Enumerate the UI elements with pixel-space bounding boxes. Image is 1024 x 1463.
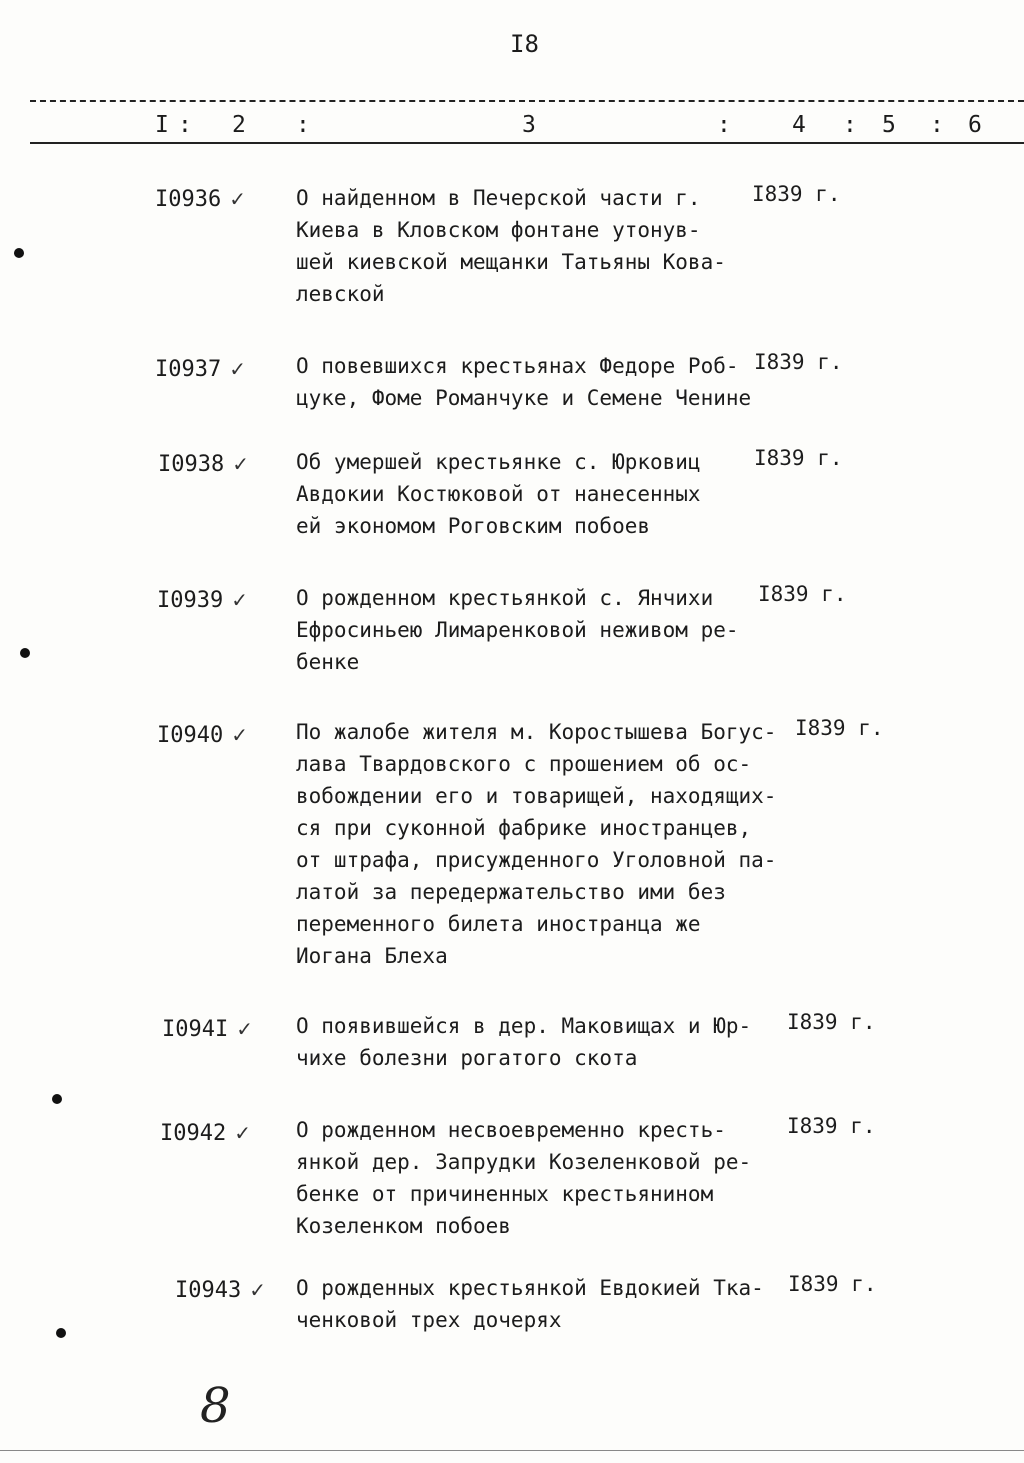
case-year: I839 г. [754, 350, 843, 374]
case-number [160, 1121, 251, 1146]
header-separator: : [178, 112, 192, 138]
check-mark-icon: ✓ [231, 723, 248, 747]
case-description [296, 1114, 766, 1242]
header-col-4: 4 [792, 112, 806, 138]
header-separator: : [930, 112, 944, 138]
case-year: I839 г. [788, 1272, 877, 1296]
page-number: I8 [510, 30, 539, 58]
case-number-text: I0942 [160, 1121, 227, 1146]
description-line: О рожденном несвоевременно кресть- [296, 1118, 726, 1142]
punch-hole [14, 248, 24, 258]
description-line: цуке, Фоме Романчуке и Семене Ченине [296, 386, 752, 410]
case-number [158, 452, 249, 477]
case-year: I839 г. [787, 1010, 876, 1034]
description-line: ся при суконной фабрике иностранцев, [296, 816, 752, 840]
description-line: Авдокии Костюковой от нанесенных [296, 482, 701, 506]
case-description [296, 1272, 766, 1336]
description-line: бенке [296, 650, 360, 674]
case-description [296, 716, 777, 972]
case-number [155, 357, 246, 382]
case-year: I839 г. [787, 1114, 876, 1138]
case-year: I839 г. [752, 182, 841, 206]
check-mark-icon: ✓ [234, 1121, 251, 1145]
case-number [155, 187, 246, 212]
case-number-text: I094I [162, 1017, 229, 1042]
description-line: О найденном в Печерской части г. [296, 186, 701, 210]
case-number [162, 1017, 253, 1042]
punch-hole [20, 648, 30, 658]
punch-hole [56, 1328, 66, 1338]
case-number-text: I0938 [158, 452, 225, 477]
check-mark-icon: ✓ [231, 588, 248, 612]
description-line: О рожденных крестьянкой Евдокией Тка- [296, 1276, 764, 1300]
description-line: переменного билета иностранца же [296, 912, 701, 936]
description-line: Козеленком побоев [296, 1214, 511, 1238]
bottom-rule [0, 1450, 1024, 1451]
case-number-text: I0943 [175, 1278, 242, 1303]
check-mark-icon: ✓ [229, 357, 246, 381]
handwritten-signature: 8 [200, 1378, 231, 1434]
description-line: О повевшихся крестьянах Федоре Роб- [296, 354, 739, 378]
check-mark-icon: ✓ [229, 187, 246, 211]
description-line: Иогана Блеха [296, 944, 448, 968]
case-number [157, 723, 248, 748]
header-col-6: 6 [968, 112, 982, 138]
case-number-text: I0936 [155, 187, 222, 212]
case-description [296, 1010, 766, 1074]
header-separator: : [843, 112, 857, 138]
description-line: ей экономом Роговским побоев [296, 514, 651, 538]
header-separator: : [717, 112, 731, 138]
case-year: I839 г. [795, 716, 884, 740]
header-col-5: 5 [882, 112, 896, 138]
description-line: бенке от причиненных крестьянином [296, 1182, 714, 1206]
case-year: I839 г. [758, 582, 847, 606]
header-bottom-rule [30, 142, 1024, 144]
case-description [296, 582, 766, 678]
description-line: Об умершей крестьянке с. Юрковиц [296, 450, 701, 474]
header-separator: : [296, 112, 310, 138]
description-line: шей киевской мещанки Татьяны Кова- [296, 250, 726, 274]
case-description [296, 350, 766, 414]
description-line: Ефросиньею Лимаренковой неживом ре- [296, 618, 739, 642]
header-col-1: I [155, 112, 169, 138]
description-line: О рожденном крестьянкой с. Янчихи [296, 586, 714, 610]
header-top-rule [30, 100, 1024, 102]
header-col-3: 3 [522, 112, 536, 138]
case-number-text: I0940 [157, 723, 224, 748]
check-mark-icon: ✓ [236, 1017, 253, 1041]
description-line: латой за передержательство ими без [296, 880, 726, 904]
description-line: левской [296, 282, 385, 306]
header-col-2: 2 [232, 112, 246, 138]
case-number-text: I0937 [155, 357, 222, 382]
description-line: янкой дер. Запрудки Козеленковой ре- [296, 1150, 752, 1174]
case-number [175, 1278, 266, 1303]
check-mark-icon: ✓ [249, 1278, 266, 1302]
case-number [157, 588, 248, 613]
description-line: чихе болезни рогатого скота [296, 1046, 638, 1070]
description-line: вобождении его и товарищей, находящих- [296, 784, 777, 808]
case-year: I839 г. [754, 446, 843, 470]
description-line: О появившейся в дер. Маковищах и Юр- [296, 1014, 752, 1038]
description-line: Киева в Кловском фонтане утонув- [296, 218, 701, 242]
punch-hole [52, 1094, 62, 1104]
check-mark-icon: ✓ [232, 452, 249, 476]
case-description [296, 446, 766, 542]
description-line: По жалобе жителя м. Коростышева Богус- [296, 720, 777, 744]
description-line: лава Твардовского с прошением об ос- [296, 752, 752, 776]
description-line: от штрафа, присужденного Уголовной па- [296, 848, 777, 872]
case-description [296, 182, 766, 310]
description-line: ченковой трех дочерях [296, 1308, 562, 1332]
case-number-text: I0939 [157, 588, 224, 613]
